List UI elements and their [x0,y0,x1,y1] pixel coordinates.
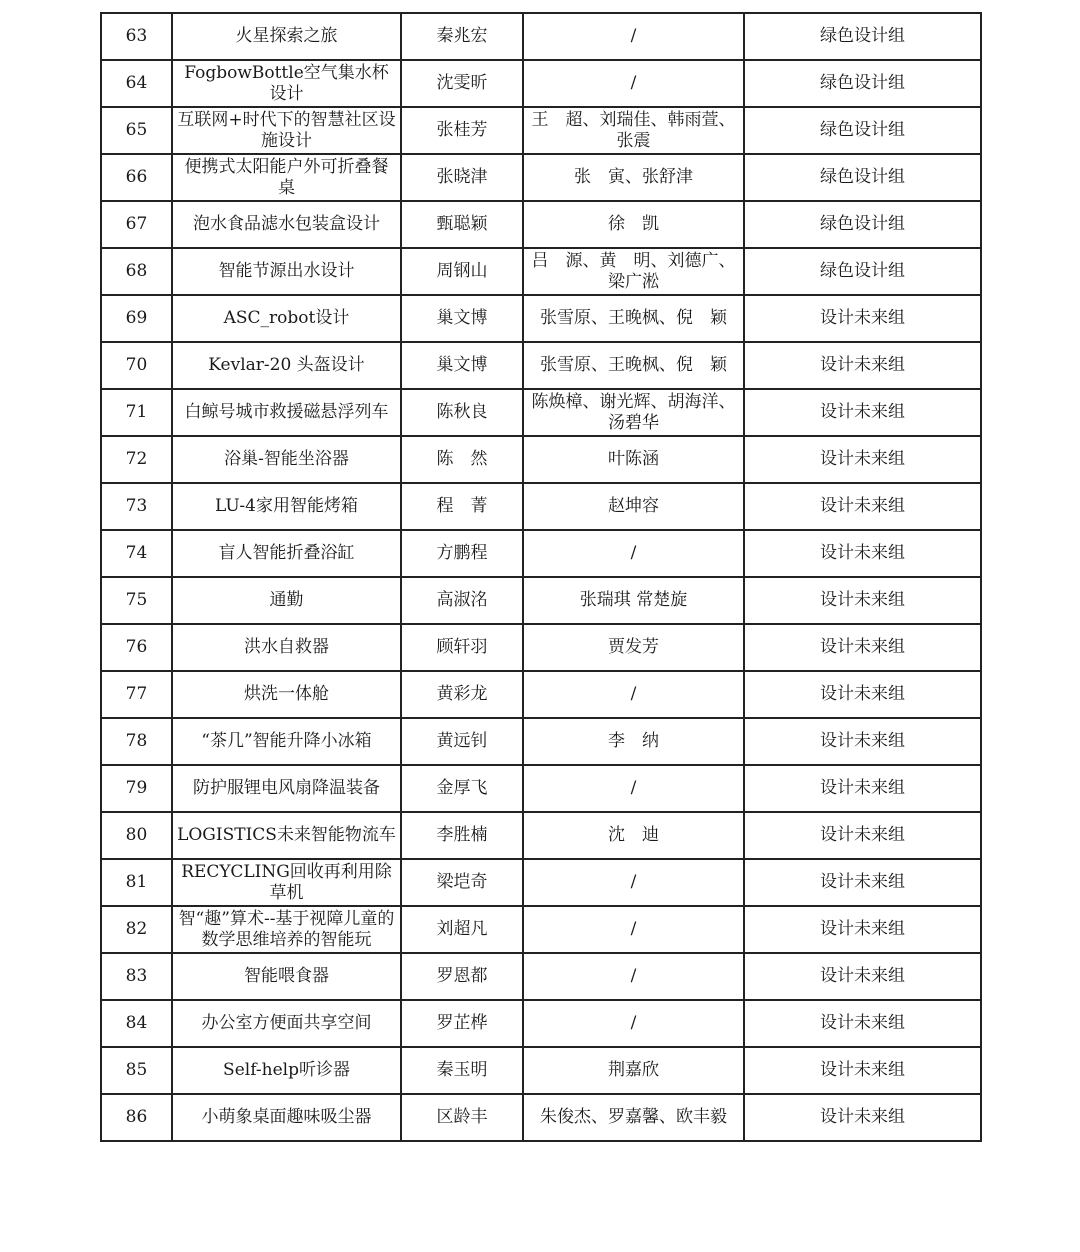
entry-title-cell [172,812,401,859]
entry-author-cell: 顾轩羽 [401,624,523,671]
entry-title-cell [172,483,401,530]
entry-title-text: 盲人智能折叠浴缸 [218,543,355,563]
entry-group-cell: 设计未来组 [744,906,981,953]
entry-members-text: / [630,1013,637,1033]
entry-title-text: 浴巢-智能坐浴器 [224,449,349,469]
entry-members-text: 贾发芳 [608,637,659,657]
table-row [101,60,981,107]
entry-title-cell [172,859,401,906]
entry-title-text: 通勤 [269,590,304,610]
entry-number-cell: 81 [101,859,172,906]
table-row [101,1094,981,1141]
entry-number-cell: 83 [101,953,172,1000]
entry-author-cell: 陈秋良 [401,389,523,436]
entry-author-cell: 区龄丰 [401,1094,523,1141]
entry-title-cell [172,530,401,577]
entry-group-cell: 绿色设计组 [744,107,981,154]
table-row [101,248,981,295]
entry-title-text: 便携式太阳能户外可折叠餐桌 [184,156,389,198]
entry-author-cell: 黄远钊 [401,718,523,765]
entry-number-cell: 74 [101,530,172,577]
entry-author-cell: 张桂芳 [401,107,523,154]
entry-members-cell [523,1094,744,1141]
entry-title-text: Kevlar-20 头盔设计 [208,355,365,375]
entry-author-cell: 黄彩龙 [401,671,523,718]
entry-group-cell: 设计未来组 [744,342,981,389]
entry-title-text: 办公室方便面共享空间 [201,1013,372,1033]
entry-members-cell [523,1047,744,1094]
entry-members-cell [523,953,744,1000]
entry-number-cell: 84 [101,1000,172,1047]
entry-title-cell [172,1094,401,1141]
entry-members-text: 朱俊杰、罗嘉馨、欧丰毅 [540,1107,727,1127]
table-row [101,483,981,530]
entry-number-cell: 70 [101,342,172,389]
entry-title-cell [172,201,401,248]
entry-group-cell: 设计未来组 [744,765,981,812]
entry-number-cell: 76 [101,624,172,671]
entry-title-text: 互联网+时代下的智慧社区设施设计 [177,109,396,151]
entry-author-cell: 梁垲奇 [401,859,523,906]
entry-members-cell [523,577,744,624]
entry-title-cell [172,295,401,342]
entry-members-cell [523,107,744,154]
entry-members-cell [523,389,744,436]
entry-author-cell: 巢文博 [401,342,523,389]
entry-members-text: 张雪原、王晚枫、倪 颖 [540,308,727,328]
entry-members-text: 张雪原、王晚枫、倪 颖 [540,355,727,375]
entry-author-cell: 沈雯昕 [401,60,523,107]
entry-members-text: 张瑞琪 常楚旋 [579,590,688,610]
entry-members-cell [523,1000,744,1047]
entry-number-cell: 68 [101,248,172,295]
table-row [101,295,981,342]
entry-members-text: / [630,73,637,93]
table-row [101,107,981,154]
entry-members-cell [523,154,744,201]
entry-members-text: / [630,778,637,798]
entry-members-cell [523,342,744,389]
entry-title-text: 泡水食品滤水包装盒设计 [193,214,380,234]
table-row [101,154,981,201]
entry-title-text: 智“趣”算术--基于视障儿童的数学思维培养的智能玩 [178,908,395,950]
entry-number-cell: 82 [101,906,172,953]
entry-title-cell [172,60,401,107]
entry-title-cell [172,248,401,295]
entry-title-cell [172,671,401,718]
entry-title-text: LU-4家用智能烤箱 [215,496,358,516]
table-row [101,530,981,577]
entry-title-text: 烘洗一体舱 [244,684,329,704]
entry-number-cell: 63 [101,13,172,60]
entry-title-cell [172,154,401,201]
table-row [101,201,981,248]
entry-title-text: 智能喂食器 [244,966,329,986]
entry-group-cell: 设计未来组 [744,624,981,671]
entry-author-cell: 陈 然 [401,436,523,483]
entry-group-cell: 设计未来组 [744,577,981,624]
entry-title-text: RECYCLING回收再利用除草机 [181,861,392,903]
entry-number-cell: 79 [101,765,172,812]
table-row [101,765,981,812]
entry-members-cell [523,812,744,859]
entry-members-cell [523,483,744,530]
table-row [101,1000,981,1047]
entry-group-cell: 绿色设计组 [744,154,981,201]
table-row [101,13,981,60]
entry-members-text: / [630,872,637,892]
entry-members-text: / [630,26,637,46]
entry-title-cell [172,765,401,812]
entry-number-cell: 73 [101,483,172,530]
entry-number-cell: 78 [101,718,172,765]
entry-group-cell: 绿色设计组 [744,201,981,248]
entry-group-cell: 设计未来组 [744,530,981,577]
entry-members-text: / [630,543,637,563]
entry-author-cell: 李胜楠 [401,812,523,859]
entry-number-cell: 72 [101,436,172,483]
entry-title-cell [172,342,401,389]
entry-members-cell [523,295,744,342]
entry-members-text: 陈焕樟、谢光辉、胡海洋、汤碧华 [531,391,736,433]
table-row [101,906,981,953]
entry-group-cell: 设计未来组 [744,295,981,342]
entry-author-cell: 罗芷桦 [401,1000,523,1047]
entry-members-cell [523,248,744,295]
entry-title-cell [172,577,401,624]
entry-number-cell: 77 [101,671,172,718]
entry-title-text: 白鲸号城市救援磁悬浮列车 [184,402,389,422]
entry-members-text: 张 寅、张舒津 [574,167,693,187]
entry-title-text: 智能节源出水设计 [218,261,355,281]
entry-members-cell [523,530,744,577]
entry-members-text: 赵坤容 [608,496,659,516]
entry-author-cell: 方鹏程 [401,530,523,577]
entry-members-text: / [630,684,637,704]
entry-number-cell: 64 [101,60,172,107]
entry-members-cell [523,859,744,906]
entry-title-text: ASC_robot设计 [223,308,350,328]
table-row [101,859,981,906]
entry-group-cell: 设计未来组 [744,389,981,436]
award-table [100,12,982,1142]
entry-title-text: 小萌象桌面趣味吸尘器 [201,1107,372,1127]
entry-members-text: 沈 迪 [608,825,659,845]
entry-members-cell [523,624,744,671]
entry-group-cell: 绿色设计组 [744,60,981,107]
entry-author-cell: 金厚飞 [401,765,523,812]
entry-members-text: 叶陈涵 [608,449,659,469]
entry-group-cell: 设计未来组 [744,953,981,1000]
table-row [101,436,981,483]
entry-group-cell: 绿色设计组 [744,248,981,295]
entry-title-text: Self-help听诊器 [223,1060,350,1080]
entry-members-cell [523,13,744,60]
entry-group-cell: 设计未来组 [744,1000,981,1047]
entry-group-cell: 设计未来组 [744,436,981,483]
entry-title-cell [172,624,401,671]
entry-number-cell: 75 [101,577,172,624]
entry-number-cell: 65 [101,107,172,154]
entry-members-cell [523,718,744,765]
entry-number-cell: 80 [101,812,172,859]
entry-members-cell [523,436,744,483]
entry-title-text: 火星探索之旅 [235,26,338,46]
table-row [101,1047,981,1094]
entry-group-cell: 设计未来组 [744,812,981,859]
entry-members-text: 荆嘉欣 [608,1060,659,1080]
entry-title-cell [172,436,401,483]
entry-members-cell [523,201,744,248]
entry-group-cell: 设计未来组 [744,1047,981,1094]
entry-members-text: 吕 源、黄 明、刘德广、梁广淞 [531,250,736,292]
entry-number-cell: 85 [101,1047,172,1094]
entry-group-cell: 设计未来组 [744,718,981,765]
entry-members-text: / [630,919,637,939]
entry-members-text: 徐 凯 [608,214,659,234]
entry-title-cell [172,1047,401,1094]
entry-author-cell: 罗恩都 [401,953,523,1000]
entry-group-cell: 设计未来组 [744,859,981,906]
table-row [101,342,981,389]
entry-title-cell [172,953,401,1000]
entry-members-text: 王 超、刘瑞佳、韩雨萱、张震 [531,109,736,151]
entry-title-cell [172,107,401,154]
entry-author-cell: 张晓津 [401,154,523,201]
entry-author-cell: 程 菁 [401,483,523,530]
entry-author-cell: 巢文博 [401,295,523,342]
table-row [101,671,981,718]
entry-author-cell: 周钢山 [401,248,523,295]
entry-title-cell [172,1000,401,1047]
entry-title-cell [172,718,401,765]
entry-author-cell: 甄聪颖 [401,201,523,248]
entry-number-cell: 71 [101,389,172,436]
entry-group-cell: 设计未来组 [744,1094,981,1141]
entry-group-cell: 设计未来组 [744,483,981,530]
entry-title-cell [172,906,401,953]
entry-title-cell [172,389,401,436]
entry-title-text: 洪水自救器 [244,637,329,657]
entry-number-cell: 86 [101,1094,172,1141]
entry-title-text: LOGISTICS未来智能物流车 [177,825,396,845]
entry-title-text: “茶几”智能升降小冰箱 [201,731,372,751]
entry-members-cell [523,765,744,812]
entry-title-text: 防护服锂电风扇降温装备 [193,778,380,798]
entry-members-cell [523,671,744,718]
entry-number-cell: 69 [101,295,172,342]
table-row [101,718,981,765]
table-row [101,624,981,671]
entry-group-cell: 设计未来组 [744,671,981,718]
table-row [101,389,981,436]
entry-number-cell: 66 [101,154,172,201]
entry-author-cell: 秦玉明 [401,1047,523,1094]
entry-author-cell: 秦兆宏 [401,13,523,60]
entry-author-cell: 高淑洺 [401,577,523,624]
table-row [101,577,981,624]
entry-members-text: 李 纳 [608,731,659,751]
entry-group-cell: 绿色设计组 [744,13,981,60]
entry-title-cell [172,13,401,60]
entry-author-cell: 刘超凡 [401,906,523,953]
entry-members-cell [523,60,744,107]
entry-title-text: FogbowBottle空气集水杯设计 [184,62,389,104]
award-list-sheet [100,12,980,1142]
entry-members-cell [523,906,744,953]
table-row [101,953,981,1000]
entry-members-text: / [630,966,637,986]
award-table-body [101,13,981,1141]
entry-number-cell: 67 [101,201,172,248]
table-row [101,812,981,859]
